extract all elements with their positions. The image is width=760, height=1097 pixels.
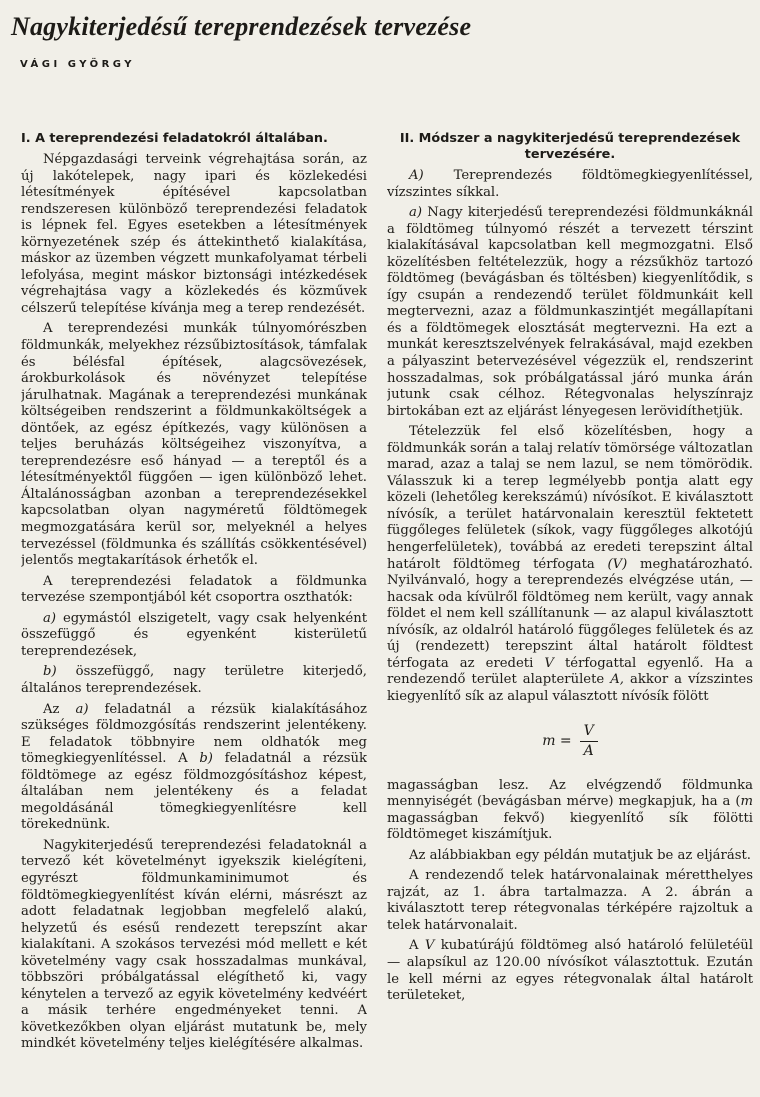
text-run: A — [409, 938, 425, 954]
list-label: b) — [43, 664, 57, 680]
list-label: a) — [43, 610, 57, 626]
text-run: akkor a vízszintes kiegyenlítő sík az alapul választott nívósík fölött — [387, 672, 753, 704]
paragraph: A rendezendő telek határvonalainak méretthelyes rajzát, az 1. ábra tartalmazza. A 2. ábrán a kiválasztott terep rétegvonalas térképére rajzoltuk a telek határvonalait. — [387, 868, 753, 933]
equation-lhs: m = — [542, 733, 572, 750]
text-run: Tételezzük fel első közelítésben, hogy a földmunkák során a talaj relatív tömörsége változatlan marad, azaz a talaj se nem lazul, se nem tömörödik. Válasszuk ki a terep legmélyebb pontja alatt egy közeli (lehetőleg kerekszámú) nívósíkot. E kiválasztott nívósík, a terület határvonalain keresztül fektetett függőleges felületek (síkok, vagy függőleges alkotójú hengerfelületek), továbbá az eredeti terepszint által határolt földtömeg térfogata — [387, 424, 753, 572]
inline-label: a) — [409, 205, 423, 221]
inline-label: A) — [409, 168, 424, 183]
paragraph — [387, 205, 753, 420]
text-run: meghatározható. Nyilvánvaló, hogy a tereprendezés elvégzése után, — hacsak oda kívülről földtömeg nem került, vagy annak földet el nem kell szállítanunk — az alapul kiválasztott nívósík, az oldalról határoló függőleges felületek és az új (rendezett) terepszint által határolt földtest térfogata az eredeti — [387, 556, 753, 671]
paragraph — [387, 778, 753, 844]
list-item — [21, 664, 367, 697]
equation — [387, 710, 753, 774]
paragraph — [21, 702, 367, 834]
fraction-numerator: V — [580, 723, 598, 742]
section-heading-1: I. A tereprendezési feladatokról általában. — [21, 131, 328, 146]
fraction — [580, 723, 598, 760]
list-text: összefüggő, nagy területre kiterjedő, általános tereprendezések. — [21, 664, 367, 696]
text-run: Az — [43, 701, 76, 717]
paragraph: A tereprendezési feladatok a földmunka tervezése szempontjából két csoportra oszthatók: — [21, 573, 367, 606]
text-run: feladatnál a rézsük földtömege az egész földmozgósításhoz képest, általában nem jelentékeny és a feladat megoldásánál tömegkiegyenlítésre kell törekednünk. — [21, 751, 367, 833]
paragraph — [387, 938, 753, 1004]
fraction-denominator: A — [583, 743, 594, 759]
text-run: Tereprendezés földtömegkiegyenlítéssel, vízszintes síkkal. — [387, 168, 753, 200]
paragraph: Az alábbiakban egy példán mutatjuk be az eljárást. — [409, 847, 751, 863]
paragraph: Nagykiterjedésű tereprendezési feladatoknál a tervező két követelményt igyekszik kielégíteni, egyrészt földmunkaminimumot és földtömegkiegyenlítést kíván elérni, másrészt az adott feladatnak legjobban megfelelő alakú, helyzetű és esésű rendezett terepszínt akar kialakítani. A szokásos tervezési mód mellett e két követelmény vagy csak hosszadalmas munkával, többszöri próbálgatással elégíthető ki, vagy kénytelen a tervező az egyik követelmény kedvéért a másik terhére engedményeket tenni. A következőkben olyan eljárást mutatunk be, mely mindkét követelmény teljes kielégítésére alkalmas. — [21, 837, 367, 1052]
inline-label: a) — [75, 701, 89, 717]
paragraph: A tereprendezési munkák túlnyomórészben földmunkák, melyekhez rézsűbiztosítások, támfalak és bélésfal építések, alagcsövezések, árokburkolások és növényzet telepítése járulhatnak. Magának a tereprendezési munkának költségeiben rendszerint a földmunkaköltségek a döntőek, az egész építkezés, vagy különösen a teljes beruházás költségeihez viszonyítva, a tereprendezésre eső hányad — a tereptől és a létesítményektől függően — igen különböző lehet. Általánosságban azonban a tereprendezésekkel kapcsolatban olyan nagyméretű földtömegek megmozgatására kerül sor, melyeknél a helyes tervezéssel (földmunka és szállítás csökkentésével) jelentős megtakarítások érhetők el. — [21, 321, 367, 569]
text-run: feladatnál a rézsük kialakításához szükséges földmozgósítás rendszerint jelentékeny. E feladatok többnyire nem oldhatók meg tömegkiegyenlítéssel. A — [21, 701, 367, 767]
math-symbol: (V) — [607, 556, 628, 572]
text-run: magasságban lesz. Az elvégzendő földmunka mennyiségét (bevágásban mérve) megkapjuk, ha a ( — [387, 777, 753, 810]
text-run: Nagy kiterjedésű tereprendezési földmunkáknál a földtömeg túlnyomó részét a tervezett térszint kialakításával kapcsolatban kell megmozgatni. Első közelítésben feltételezzük, hogy a rézsűkhöz tartozó földtömeg (bevágásban és töltésben) kiegyenlítődik, s így csupán a rendezendő terület földmunkáit kell megtervezni, azaz a földmunkaszintjét megállapítani és a földtömegek elosztását megtervezni. Ha ezt a munkát keresztszelvények felrakásával, majd ezekben a pályaszint betervezésével végezzük el, rendszerint hosszadalmas, sok próbálgatással járó munka árán jutunk csak célhoz. Rétegvonalas helyszínrajz birtokában ezt az eljárást lényegesen lerövidíthetjük. — [387, 205, 753, 419]
list-text: egymástól elszigetelt, vagy csak helyenként összefüggő és egyenként kisterületű tereprendezések, — [21, 610, 367, 659]
left-column — [21, 131, 367, 1091]
text-run: magasságban fekvő) kiegyenlítő sík fölötti földtömeget kiszámítjuk. — [387, 810, 753, 843]
paragraph: Népgazdasági terveink végrehajtása során, az új lakótelepek, nagy ipari és közlekedési létesítmények építésével kapcsolatban rendszeresen különböző tereprendezési feladatok is lépnek fel. Egyes esetekben a létesítmények környezetének szép és áttekinthető kialakítása, máskor az üzemben végzett munkafolyamat térbeli lefolyása, megint máskor biztonsági intézkedések végrehajtása vagy a közlekedés és közművek célszerű telepítése kívánja meg a terep rendezését. — [21, 152, 367, 316]
text-run: térfogattal egyenlő. Ha a rendezendő terület alapterülete — [387, 655, 753, 688]
article-title: Nagykiterjedésű tereprendezések tervezése — [11, 12, 472, 41]
section-heading-2: II. Módszer a nagykiterjedésű tereprendezések tervezésére. — [399, 131, 741, 162]
text-run: kubatúrájú földtömeg alsó határoló felületéül — alapsíkul az 120.00 nívósíkot választottuk. Ezután le kell mérni az egyes rétegvonalak által határolt területeket, — [387, 938, 753, 1004]
subsection-heading — [387, 168, 753, 201]
math-symbol: m — [740, 794, 753, 810]
author-name: VÁGI GYÖRGY — [20, 59, 136, 70]
paragraph — [387, 424, 753, 705]
list-item — [21, 611, 367, 661]
math-symbol: V — [544, 655, 554, 671]
math-symbol: A, — [610, 672, 624, 688]
inline-label: b) — [199, 751, 213, 767]
right-column — [387, 131, 753, 1091]
math-symbol: V — [424, 938, 435, 954]
